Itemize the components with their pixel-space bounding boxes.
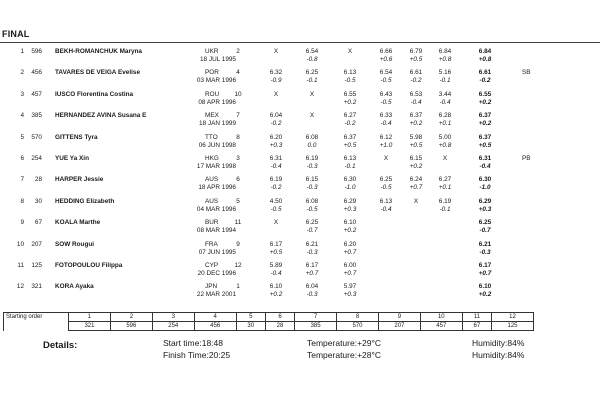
athlete-bib: 67 (34, 219, 42, 227)
attempt-wind: -0.1 (344, 163, 356, 170)
starting-order-bib: 28 (265, 322, 294, 331)
attempt-wind: +0.3 (343, 291, 357, 299)
athlete-birth-date: 07 JUN 1995 (198, 248, 236, 256)
athlete-start-order: 12 (234, 262, 242, 269)
athlete-row (0, 219, 600, 241)
athlete-name: KORA Ayaka (55, 283, 94, 291)
starting-order-bib: 207 (378, 322, 420, 331)
athlete-start-order: 11 (234, 219, 242, 227)
attempt-mark: 6.25 (379, 176, 393, 184)
starting-order-position: 1 (69, 313, 111, 322)
athlete-name: IUSCO Florentina Costina (55, 90, 134, 98)
attempt-wind: -0.2 (270, 120, 282, 128)
attempt-wind: +0.2 (409, 163, 423, 170)
attempt-wind: -0.1 (439, 205, 451, 213)
attempt-wind: +0.2 (269, 291, 283, 299)
best-mark-wind: +0.3 (478, 205, 492, 213)
starting-order-bib: 385 (295, 322, 337, 331)
athlete-row (0, 241, 600, 263)
best-mark: 6.10 (478, 283, 492, 291)
attempt-wind: +0.5 (409, 141, 423, 149)
athlete-nation: AUS (205, 197, 219, 205)
attempt-wind: +0.7 (343, 248, 357, 256)
attempt-wind: -0.4 (380, 205, 392, 213)
athlete-name: HERNANDEZ AVINA Susana E (55, 112, 147, 120)
attempt-mark: 6.27 (438, 176, 452, 184)
attempt-mark: 6.37 (409, 112, 423, 120)
attempt-wind: -0.2 (344, 120, 356, 128)
attempt-mark: 6.54 (379, 69, 393, 77)
attempt-wind: +1.0 (379, 141, 393, 149)
attempt-mark: 6.08 (305, 197, 319, 205)
attempt-mark: 6.79 (409, 48, 423, 55)
athlete-name: SOW Rougui (55, 240, 95, 248)
best-mark: 6.37 (478, 133, 492, 141)
attempt-wind: -0.4 (270, 270, 282, 277)
athlete-start-order: 1 (236, 283, 240, 291)
athlete-start-order: 10 (234, 90, 242, 98)
starting-order-bib: 321 (69, 322, 111, 331)
attempt-mark: X (273, 48, 279, 55)
best-mark-wind: -0.7 (479, 227, 491, 235)
athlete-bib: 207 (31, 240, 42, 248)
athlete-row (0, 91, 600, 113)
attempt-mark: X (273, 90, 279, 98)
athlete-birth-date: 22 MAR 2001 (196, 291, 236, 299)
best-mark-wind: +0.5 (478, 141, 492, 149)
attempt-mark: 5.98 (409, 133, 423, 141)
attempt-mark: 6.84 (438, 48, 452, 55)
athlete-birth-date: 17 MAR 1998 (196, 163, 236, 170)
attempt-wind: +0.2 (343, 98, 357, 106)
athlete-row (0, 112, 600, 134)
attempt-wind: -0.5 (380, 184, 392, 192)
athlete-rank: 8 (20, 197, 24, 205)
attempt-mark: 6.21 (305, 240, 319, 248)
record-note: PB (522, 155, 531, 162)
attempt-wind: -0.5 (380, 77, 392, 85)
athlete-nation: JPN (205, 283, 218, 291)
attempt-mark: 5.00 (438, 133, 452, 141)
athlete-nation: UKR (205, 48, 219, 55)
athlete-rank: 4 (20, 112, 24, 120)
attempt-mark: 6.17 (305, 262, 319, 269)
starting-order-position: 11 (462, 313, 491, 322)
athlete-nation: HKG (205, 155, 219, 162)
athlete-start-order: 5 (236, 197, 240, 205)
attempt-mark: 6.00 (343, 262, 357, 269)
athlete-start-order: 4 (236, 69, 240, 77)
best-mark: 6.37 (478, 112, 492, 120)
starting-order-position: 4 (194, 313, 236, 322)
starting-order-bib: 456 (194, 322, 236, 331)
starting-order-label: Starting order (4, 313, 69, 322)
attempt-mark: 6.12 (379, 133, 393, 141)
best-mark: 6.17 (478, 262, 492, 269)
starting-order-position: 7 (295, 313, 337, 322)
athlete-rank: 10 (16, 240, 24, 248)
starting-order-position: 6 (265, 313, 294, 322)
athlete-row (0, 176, 600, 198)
athlete-bib: 385 (31, 112, 42, 120)
athlete-nation: MEX (205, 112, 219, 120)
starting-order-bib: 457 (420, 322, 462, 331)
attempt-mark: 6.25 (305, 69, 319, 77)
starting-order-position: 3 (152, 313, 194, 322)
athlete-bib: 125 (31, 262, 42, 269)
temperature-finish: Temperature:+28°C (307, 350, 382, 360)
title-divider (0, 42, 600, 43)
attempt-mark: 6.33 (379, 112, 393, 120)
athlete-nation: CYP (205, 262, 219, 269)
attempt-mark: 6.28 (438, 112, 452, 120)
attempt-wind: 0.0 (307, 141, 317, 149)
athlete-bib: 28 (34, 176, 42, 184)
attempt-wind: -0.4 (439, 98, 451, 106)
best-mark-wind: -0.3 (479, 248, 491, 256)
attempt-wind: -0.1 (306, 77, 318, 85)
athlete-nation: AUS (205, 176, 219, 184)
starting-order-bib: 30 (236, 322, 265, 331)
starting-order-position: 2 (110, 313, 152, 322)
best-mark: 6.30 (478, 176, 492, 184)
athlete-nation: ROU (205, 90, 220, 98)
athlete-birth-date: 08 MAR 1994 (196, 227, 236, 235)
best-mark-wind: -0.4 (479, 163, 491, 170)
attempt-mark: 6.10 (343, 219, 357, 227)
athlete-start-order: 3 (236, 155, 240, 162)
athlete-name: YUE Ya Xin (55, 155, 89, 162)
athlete-rank: 11 (17, 262, 24, 269)
athlete-row (0, 134, 600, 156)
athlete-start-order: 6 (236, 176, 240, 184)
starting-order-position: 9 (378, 313, 420, 322)
athlete-row (0, 283, 600, 305)
attempt-wind: +0.5 (343, 141, 357, 149)
best-mark-wind: +0.2 (478, 120, 492, 128)
attempt-mark: 6.32 (269, 69, 283, 77)
attempt-wind: -0.5 (380, 98, 392, 106)
attempt-mark: X (347, 48, 353, 55)
athlete-start-order: 9 (236, 240, 240, 248)
attempt-mark: 6.54 (305, 48, 319, 55)
finish-time: Finish Time:20:25 (163, 350, 231, 360)
attempt-mark: 6.30 (343, 176, 357, 184)
athlete-bib: 457 (31, 90, 42, 98)
athlete-birth-date: 08 APR 1996 (198, 98, 236, 106)
starting-order-position: 10 (420, 313, 462, 322)
attempt-wind: -0.1 (439, 77, 451, 85)
attempt-wind: +0.5 (269, 248, 283, 256)
attempt-wind: -0.3 (306, 291, 318, 299)
athlete-birth-date: 03 MAR 1996 (196, 77, 236, 85)
athlete-nation: POR (205, 69, 219, 77)
attempt-wind: -0.7 (306, 227, 318, 235)
athlete-row (0, 48, 600, 70)
athlete-nation: TTO (205, 133, 218, 141)
attempt-mark: 6.24 (409, 176, 423, 184)
attempt-wind: -0.5 (344, 77, 356, 85)
attempt-wind: +0.1 (438, 120, 452, 128)
athlete-bib: 456 (31, 69, 42, 77)
athlete-name: GITTENS Tyra (55, 133, 98, 141)
athlete-rank: 5 (20, 133, 24, 141)
best-mark-wind: +0.8 (478, 56, 492, 63)
attempt-mark: 5.16 (438, 69, 452, 77)
attempt-mark: 6.08 (305, 133, 319, 141)
attempt-wind: +0.2 (343, 227, 357, 235)
attempt-wind: +0.7 (305, 270, 319, 277)
athlete-name: HARPER Jessie (55, 176, 104, 184)
attempt-wind: +0.5 (409, 56, 423, 63)
attempt-wind: +0.3 (269, 141, 283, 149)
athlete-name: BEKH-ROMANCHUK Maryna (55, 48, 142, 55)
attempt-wind: +0.6 (379, 56, 393, 63)
attempt-wind: +0.8 (438, 56, 452, 63)
attempt-mark: 6.55 (343, 90, 357, 98)
attempt-mark: 6.25 (305, 219, 319, 227)
attempt-wind: -0.2 (270, 184, 282, 192)
attempt-mark: 5.89 (269, 262, 283, 269)
athlete-name: TAVARES DE VEIGA Evelise (55, 69, 140, 77)
best-mark-wind: -0.2 (479, 77, 491, 85)
athlete-birth-date: 18 APR 1996 (198, 184, 236, 192)
attempt-mark: 6.13 (343, 69, 357, 77)
start-time: Start time:18:48 (163, 338, 224, 348)
athlete-bib: 30 (34, 197, 42, 205)
attempt-mark: 6.27 (343, 112, 357, 120)
attempt-mark: 6.43 (379, 90, 393, 98)
attempt-wind: +0.7 (409, 184, 423, 192)
attempt-mark: 6.19 (269, 176, 283, 184)
attempt-wind: +0.2 (409, 120, 423, 128)
attempt-wind: -0.4 (410, 98, 422, 106)
temperature-start: Temperature:+29°C (307, 338, 382, 348)
attempt-mark: 6.04 (269, 112, 283, 120)
attempt-wind: -0.8 (306, 56, 318, 63)
attempt-wind: +0.7 (343, 270, 357, 277)
athlete-birth-date: 18 JUL 1995 (199, 56, 236, 63)
attempt-mark: 6.20 (343, 240, 357, 248)
athlete-nation: BUR (205, 219, 219, 227)
attempt-wind: +0.8 (438, 141, 452, 149)
best-mark: 6.84 (478, 48, 492, 55)
best-mark-wind: +0.2 (478, 291, 492, 299)
attempt-wind: -0.5 (306, 205, 318, 213)
attempt-mark: 6.15 (305, 176, 319, 184)
attempt-mark: 6.37 (343, 133, 357, 141)
athlete-rank: 3 (20, 90, 24, 98)
attempt-mark: 6.20 (269, 133, 283, 141)
attempt-mark: 6.17 (269, 240, 283, 248)
attempt-wind: -0.4 (270, 163, 282, 170)
athlete-row (0, 155, 600, 177)
attempt-mark: 3.44 (438, 90, 452, 98)
humidity-finish: Humidity:84% (472, 350, 525, 360)
athlete-bib: 321 (31, 283, 42, 291)
attempt-mark: X (383, 155, 389, 162)
attempt-mark: 6.04 (305, 283, 319, 291)
attempt-wind: -0.4 (380, 120, 392, 128)
attempt-mark: 6.29 (343, 197, 357, 205)
attempt-mark: X (442, 155, 448, 162)
athlete-start-order: 7 (236, 112, 240, 120)
athlete-bib: 570 (31, 133, 42, 141)
details-label: Details: (43, 340, 78, 351)
athlete-birth-date: 20 DEC 1996 (197, 270, 236, 277)
athlete-birth-date: 06 JUN 1998 (198, 141, 236, 149)
starting-order-table (3, 312, 534, 331)
attempt-mark: 6.66 (379, 48, 393, 55)
attempt-wind: -0.9 (270, 77, 282, 85)
athlete-start-order: 2 (236, 48, 240, 55)
starting-order-bib: 596 (110, 322, 152, 331)
starting-order-position: 12 (492, 313, 534, 322)
athlete-name: FOTOPOULOU Filippa (55, 262, 123, 269)
attempt-wind: -0.3 (306, 163, 318, 170)
page-title: FINAL (2, 29, 30, 39)
attempt-mark: 6.13 (379, 197, 393, 205)
attempt-wind: -0.3 (306, 248, 318, 256)
attempt-mark: X (273, 219, 279, 227)
starting-order-bib: 570 (337, 322, 379, 331)
attempt-wind: -0.5 (270, 205, 282, 213)
attempt-wind: -0.3 (306, 184, 318, 192)
humidity-start: Humidity:84% (472, 338, 525, 348)
attempt-wind: +0.3 (343, 205, 357, 213)
starting-order-bib: 67 (462, 322, 491, 331)
best-mark-wind: -1.0 (479, 184, 491, 192)
best-mark: 6.61 (478, 69, 492, 77)
athlete-bib: 596 (31, 48, 42, 55)
attempt-mark: X (309, 112, 315, 120)
starting-order-bib: 125 (492, 322, 534, 331)
athlete-row (0, 69, 600, 91)
athlete-name: HEDDING Elizabeth (55, 197, 115, 205)
attempt-mark: 6.10 (269, 283, 283, 291)
attempt-mark: X (309, 90, 315, 98)
athlete-birth-date: 18 JAN 1999 (199, 120, 236, 128)
best-mark: 6.29 (478, 197, 492, 205)
best-mark-wind: +0.7 (478, 270, 492, 277)
attempt-mark: 6.53 (409, 90, 423, 98)
best-mark: 6.21 (478, 240, 492, 248)
attempt-mark: 6.13 (343, 155, 357, 162)
athlete-rank: 6 (20, 155, 24, 162)
starting-order-bib: 254 (152, 322, 194, 331)
athlete-rank: 12 (16, 283, 24, 291)
athlete-row (0, 198, 600, 220)
attempt-wind: +0.1 (438, 184, 452, 192)
athlete-birth-date: 04 MAR 1996 (196, 205, 236, 213)
attempt-mark: 6.15 (409, 155, 423, 162)
attempt-mark: 6.19 (305, 155, 319, 162)
athlete-rank: 1 (20, 48, 24, 55)
record-note: SB (522, 69, 531, 77)
attempt-mark: 5.97 (343, 283, 357, 291)
best-mark: 6.25 (478, 219, 492, 227)
athlete-row (0, 262, 600, 284)
attempt-mark: X (413, 197, 419, 205)
athlete-start-order: 8 (236, 133, 240, 141)
athlete-rank: 7 (20, 176, 24, 184)
starting-order-position: 8 (337, 313, 379, 322)
attempt-mark: 4.50 (269, 197, 283, 205)
best-mark: 6.55 (478, 90, 492, 98)
athlete-rank: 9 (20, 219, 24, 227)
athlete-name: KOALA Marthe (55, 219, 101, 227)
best-mark-wind: +0.2 (478, 98, 492, 106)
starting-order-position: 5 (236, 313, 265, 322)
attempt-wind: -0.2 (410, 77, 422, 85)
attempt-mark: 6.19 (438, 197, 452, 205)
best-mark: 6.31 (478, 155, 492, 162)
starting-order-label-spacer (4, 322, 69, 331)
attempt-mark: 6.61 (409, 69, 423, 77)
athlete-bib: 254 (31, 155, 42, 162)
attempt-wind: -1.0 (344, 184, 356, 192)
attempt-mark: 6.31 (269, 155, 283, 162)
athlete-rank: 2 (20, 69, 24, 77)
athlete-nation: FRA (205, 240, 218, 248)
